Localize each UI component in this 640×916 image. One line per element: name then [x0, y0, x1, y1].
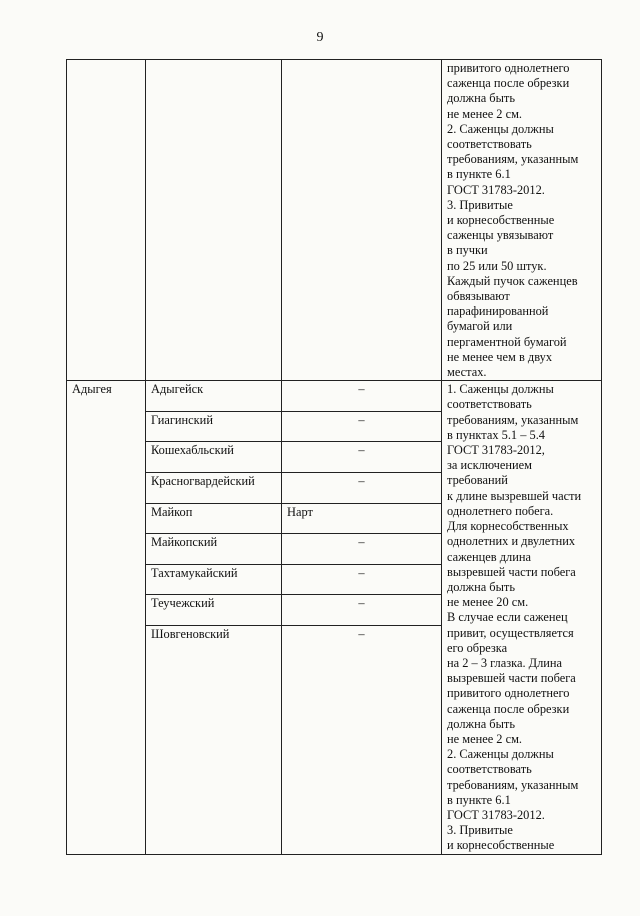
variety-name: – [358, 627, 365, 642]
variety-name: Нарт [282, 504, 441, 535]
variety-name: – [282, 595, 441, 626]
region-name: Адыгея [72, 382, 112, 397]
region-cell [67, 60, 146, 381]
variety-name: – [282, 565, 441, 596]
variety-name: – [282, 412, 441, 443]
district-name: Тахтамукайский [146, 565, 281, 596]
variety-name: – [282, 473, 441, 504]
district-name: Майкоп [146, 504, 281, 535]
variety-name: – [282, 381, 441, 412]
requirements-cell [442, 60, 602, 381]
requirements-text: привитого однолетнего саженца после обрезки должна быть не менее 2 см. 2. Саженцы должны соответствовать требованиям, указанным в пункте 6.1 ГОСТ 31783-2012. 3. Привитые и корнесобственные саженцы увязывают в пучки по 25 или 50 штук. Каждый пучок саженцев обвязывают парафинированной бумагой или пергаментной бумагой не менее чем в двух местах. [447, 61, 579, 380]
district-list [146, 381, 282, 854]
district-name: Гиагинский [146, 412, 281, 443]
table-row [67, 60, 602, 381]
variety-name: – [282, 534, 441, 565]
region-cell [67, 381, 146, 854]
page-number: 9 [316, 30, 324, 45]
variety-name: – [282, 442, 441, 473]
district-cell [146, 60, 282, 381]
district-name: Красногвардейский [146, 473, 281, 504]
requirements-cell [442, 381, 602, 854]
district-name: Майкопский [146, 534, 281, 565]
district-name: Адыгейск [146, 381, 281, 412]
variety-cell [282, 60, 442, 381]
district-name: Кошехабльский [146, 442, 281, 473]
requirements-text: 1. Саженцы должны соответствовать требованиям, указанным в пунктах 5.1 – 5.4 ГОСТ 31783-2012, за исключением требований к длине вызревшей части однолетнего побега. Для корнесобственных однолетних и двулетних саженцев длина вызревшей части побега должна быть не менее 20 см. В случае если саженец привит, осуществляется его обрезка на 2 – 3 глазка. Длина вызревшей части побега привитого однолетнего саженца после обрезки должна быть не менее 2 см. 2. Саженцы должны соответствовать требованиям, указанным в пункте 6.1 ГОСТ 31783-2012. 3. Привитые и корнесобственные [447, 382, 582, 853]
table-row [67, 381, 602, 854]
requirements-table [66, 59, 602, 855]
variety-list [282, 381, 442, 854]
district-name: Шовгеновский [151, 627, 230, 642]
district-name: Теучежский [146, 595, 281, 626]
